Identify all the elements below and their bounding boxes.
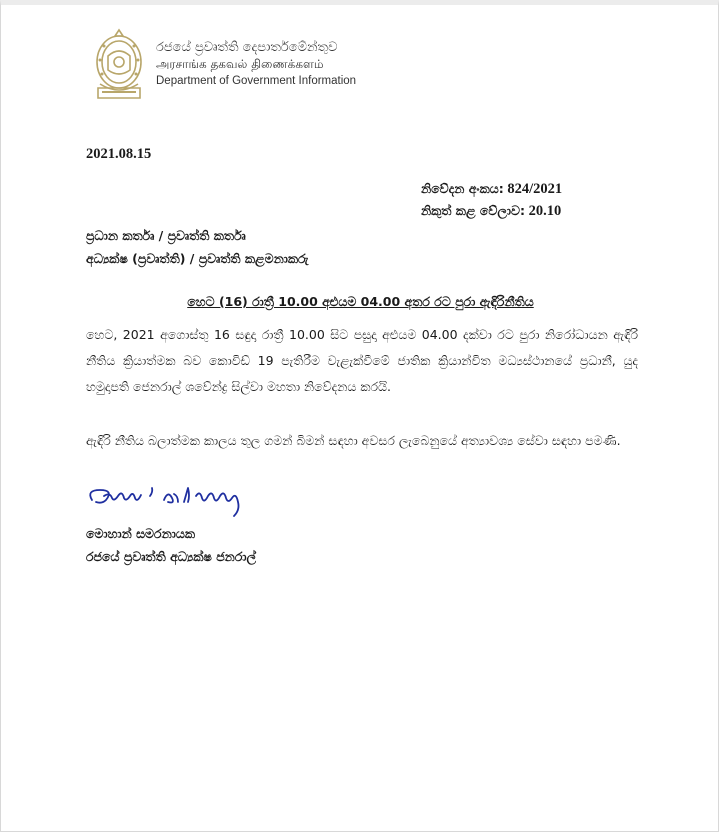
body-paragraph-1: හෙට, 2021 අගොස්තු 16 සඳුදා රාත්‍රී 10.00 සිට පසුදා අළුයම 04.00 දක්වා රට පුරා නිරෝධායන ඇඳිරි නීතිය ක්‍රියාත්මක බව කොවිඩ් 19 පැතිරීම වැළැක්වීමේ ජාතික ක්‍රියාන්විත මධ්‍යස්ථානයේ ප්‍රධානී, යුද හමුදාපති ජෙනරාල් ශවේන්ද්‍ර සිල්වා මහතා නිවේදනය කරයි. — [86, 327, 638, 394]
recipient-line-1: ප්‍රධාන කර්තෘ / ප්‍රවෘත්ති කර්තෘ — [86, 228, 246, 243]
recipient-line-2: අධ්‍යක්ෂ (ප්‍රවෘත්ති) / ප්‍රවෘත්ති කළමනාකරු — [86, 251, 309, 266]
signatory-name: මොහාන් සමරනායක — [86, 526, 195, 541]
sri-lanka-emblem-icon — [90, 26, 148, 102]
signatory-title: රජයේ ප්‍රවෘත්ති අධ්‍යක්ෂ ජනරාල් — [86, 549, 257, 564]
release-number-row — [421, 178, 562, 200]
department-name-english: Department of Government Information — [156, 74, 357, 87]
handwritten-signature-icon — [84, 482, 274, 522]
body-paragraph-2: ඇඳිරි නීතිය බලාත්මක කාලය තුල ගමන් බිමන් සඳහා අවසර ලැබෙනුයේ අත්‍යාවශ්‍ය සේවා සඳහා පමණි. — [86, 433, 621, 448]
letterhead — [90, 26, 356, 102]
department-name-tamil: அரசாங்க தகவல் திணைக்களம் — [156, 56, 324, 71]
signatory — [86, 522, 256, 568]
release-time-label: නිකුත් කළ වේලාව: — [421, 203, 525, 218]
document-date: 2021.08.15 — [86, 146, 152, 162]
department-names — [156, 39, 356, 90]
recipients — [86, 224, 308, 270]
department-name-sinhala: රජයේ ප්‍රවෘත්ති දෙපාර්තමේන්තුව — [156, 39, 338, 55]
document-title: හෙට (16) රාත්‍රී 10.00 අළුයම 04.00 අතර රට පුරා ඇඳිරිනීතිය — [187, 294, 534, 309]
release-number: 824/2021 — [507, 181, 563, 197]
release-time-row — [421, 200, 562, 222]
release-number-label: නිවේදන අංකය: — [421, 181, 504, 196]
release-time: 20.10 — [528, 203, 562, 219]
release-meta — [421, 178, 562, 222]
